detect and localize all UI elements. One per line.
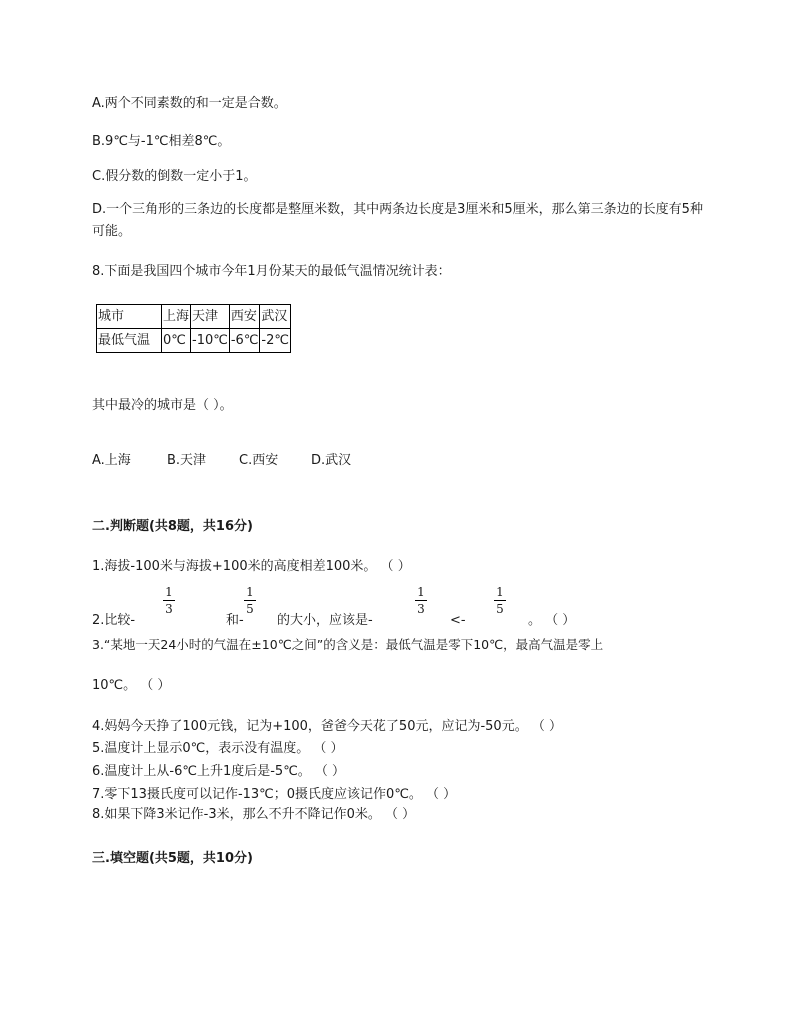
fraction [414,585,428,616]
judge-q3-line2: 10℃。 （ ） [92,678,171,693]
judge-q3-line1: 3.“某地一天24小时的气温在±10℃之间”的含义是：最低气温是零下10℃，最高气温是零上 [92,637,604,652]
option-label: D.武汉 [311,453,352,468]
q8-options [92,452,351,470]
option-d: D.一个三角形的三条边的长度都是整厘米数，其中两条边长度是3厘米和5厘米，那么第三条边的长度有5种可能。 [92,202,703,239]
judge-q1: 1.海拔-100米与海拔+100米的高度相差100米。 （ ） [92,559,411,574]
temperature-table [96,304,291,353]
table-cell: 西安 [229,305,260,329]
fraction-bar [163,600,175,601]
fraction-numerator: 1 [496,585,504,599]
table-cell: 城市 [97,305,162,329]
option-a: A.两个不同素数的和一定是合数。 [92,96,287,111]
fraction-denominator: 5 [246,602,254,616]
judge-q7: 7.零下13摄氏度可以记作-13℃；0摄氏度应该记作0℃。 （ ） [92,787,457,802]
judge-q2-part1: 2.比较- [92,613,136,628]
table-cell: -6℃ [229,329,260,353]
judge-q2-part2: 和- [226,613,244,628]
table-cell: 上海 [162,305,191,329]
fraction [243,585,257,616]
section-2-title: 二.判断题(共8题，共16分) [92,519,253,534]
table-cell: 武汉 [260,305,291,329]
fraction-bar [494,600,506,601]
judge-q2-part5: 。 （ ） [528,613,576,628]
fraction-numerator: 1 [165,585,173,599]
table-row [97,329,291,353]
section-3-title: 三.填空题(共5题，共10分) [92,851,253,866]
fraction-denominator: 3 [165,602,173,616]
q8-prompt: 8.下面是我国四个城市今年1月份某天的最低气温情况统计表： [92,264,451,279]
option-c: C.假分数的倒数一定小于1。 [92,169,257,184]
judge-q5: 5.温度计上显示0℃，表示没有温度。 （ ） [92,741,344,756]
q8-question: 其中最冷的城市是（ ）。 [92,398,233,413]
judge-q6: 6.温度计上从-6℃上升1度后是-5℃。 （ ） [92,764,346,779]
fraction-bar [244,600,256,601]
fraction-numerator: 1 [417,585,425,599]
judge-q4: 4.妈妈今天挣了100元钱，记为+100，爸爸今天花了50元，应记为-50元。 （ ） [92,719,562,734]
fraction-numerator: 1 [246,585,254,599]
option-label: A.上海 [92,453,131,468]
table-cell: -2℃ [260,329,291,353]
fraction [162,585,176,616]
option-b: B.9℃与-1℃相差8℃。 [92,134,231,149]
fraction-denominator: 3 [417,602,425,616]
table-cell: -10℃ [191,329,230,353]
judge-q8: 8.如果下降3米记作-3米，那么不升不降记作0米。 （ ） [92,807,416,822]
option-label: B.天津 [167,453,207,468]
table-row [97,305,291,329]
fraction [493,585,507,616]
fraction-denominator: 5 [496,602,504,616]
table-cell: 0℃ [162,329,191,353]
judge-q2-part4: <- [450,613,466,628]
table-cell: 最低气温 [97,329,162,353]
fraction-bar [415,600,427,601]
option-label: C.西安 [239,453,279,468]
table-cell: 天津 [191,305,230,329]
judge-q2-part3: 的大小，应该是- [277,613,373,628]
